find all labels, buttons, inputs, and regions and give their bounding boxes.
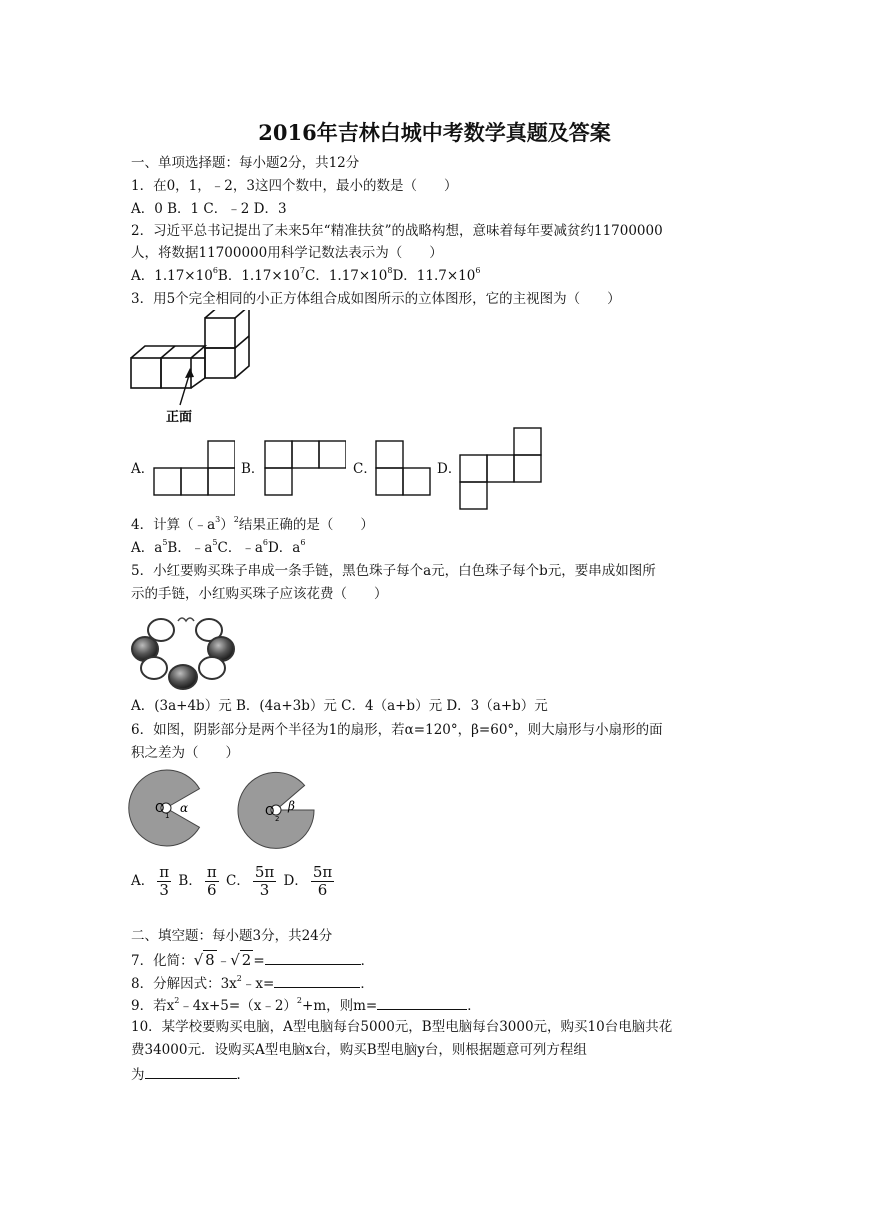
sector-figures: [128, 768, 328, 850]
section-1-heading: 一、单项选择题：每小题2分，共12分: [131, 155, 360, 171]
question-9-text: 9．若$x^2﹣4x+5=(x﹣2)^2+m$，则m= ．: [131, 996, 481, 1014]
question-1-options: A．0 B．1 C．﹣2 D．3: [131, 201, 287, 217]
question-2-options: A．$1.17\times 10^6B$．$1.17\times 10^7C$．$1.17\times 10^8D$．$11.7\times 10^6$: [131, 266, 481, 284]
question-3-text: 3．用5个完全相同的小正方体组合成如图所示的立体图形，它的主视图为（ ）: [131, 291, 621, 307]
fraction-b: $\frac{\pi}{6}$: [206, 863, 217, 899]
question-8-text: 8．分解因式：$3x^2﹣x=$ ．: [131, 974, 374, 992]
question-5-line-2: 示的手链，小红购买珠子应该花费（ ）: [131, 586, 388, 602]
svg-text:α: α: [180, 801, 189, 815]
section-2-heading: 二、填空题：每小题3分，共24分: [131, 928, 333, 944]
question-3-option-a-label: A．: [131, 461, 155, 477]
question-3-option-d-label: D．: [437, 461, 462, 477]
question-10-line-1: 10．某学校要购买电脑，A型电脑每台5000元，B型电脑每台3000元，购买10台电脑共花: [131, 1019, 673, 1035]
question-6-options: A． $\frac{\pi}{3}$ B． $\frac{\pi}{6}$ C． $\frac{5\pi}{3}$ D． $\frac{5\pi}{6}$: [131, 863, 333, 899]
cube-solid-figure: [128, 310, 253, 425]
question-5-options: A．(3a+4b）元 B．(4a+3b）元 C．4（a+b）元 D．3（a+b）元: [131, 698, 548, 714]
option-a-view-icon: [153, 440, 235, 496]
fraction-d: $\frac{5\pi}{6}$: [312, 863, 333, 899]
answer-blank-10: [145, 1065, 237, 1079]
question-10-line-3: 为 ．: [131, 1067, 250, 1083]
bracelet-figure: [128, 611, 238, 691]
question-10-line-2: 费34000元．设购买A型电脑x台，购买B型电脑y台，则根据题意可列方程组: [131, 1042, 587, 1058]
option-c-view-icon: [375, 440, 431, 496]
question-3-option-c-label: C．: [353, 461, 377, 477]
question-6-line-1: 6．如图，阴影部分是两个半径为1的扇形，若α=120°，β=60°，则大扇形与小扇形的面: [131, 722, 663, 738]
question-4-options: A．$a^5B$．$﹣a^5C$．$﹣a^6D$．$a^6$: [131, 538, 306, 556]
option-d-view-icon: [459, 427, 543, 511]
question-5-line-1: 5．小红要购买珠子串成一条手链，黑色珠子每个a元，白色珠子每个b元，要串成如图所: [131, 563, 656, 579]
svg-text:2: 2: [275, 815, 280, 823]
question-6-line-2: 积之差为（ ）: [131, 745, 239, 761]
answer-blank-7: [265, 951, 361, 965]
question-4-text: 4．计算$(﹣a^3)^2$结果正确的是（ ）: [131, 515, 374, 533]
answer-blank-8: [274, 974, 360, 988]
front-label: 正面: [166, 410, 193, 425]
question-7-text: 7．化简：√ 8 ﹣√ 2 = ．: [131, 951, 375, 969]
svg-text:1: 1: [165, 812, 170, 820]
svg-text:β: β: [288, 799, 295, 813]
fraction-c: $\frac{5\pi}{3}$: [254, 863, 275, 899]
page-title: 2016年吉林白城中考数学真题及答案: [258, 120, 611, 145]
question-2-line-2: 人，将数据11700000用科学记数法表示为（ ）: [131, 245, 443, 261]
question-2-line-1: 2．习近平总书记提出了未来5年“精准扶贫”的战略构想，意味着每年要减贫约11700000: [131, 223, 663, 239]
svg-text:O: O: [265, 804, 275, 818]
answer-blank-9: [377, 996, 467, 1010]
svg-text:O: O: [155, 801, 165, 815]
fraction-a: $\frac{\pi}{3}$: [159, 863, 170, 899]
question-1-text: 1．在0，1，﹣2，3这四个数中，最小的数是（ ）: [131, 178, 458, 194]
option-b-view-icon: [264, 440, 346, 496]
question-3-option-b-label: B．: [241, 461, 265, 477]
